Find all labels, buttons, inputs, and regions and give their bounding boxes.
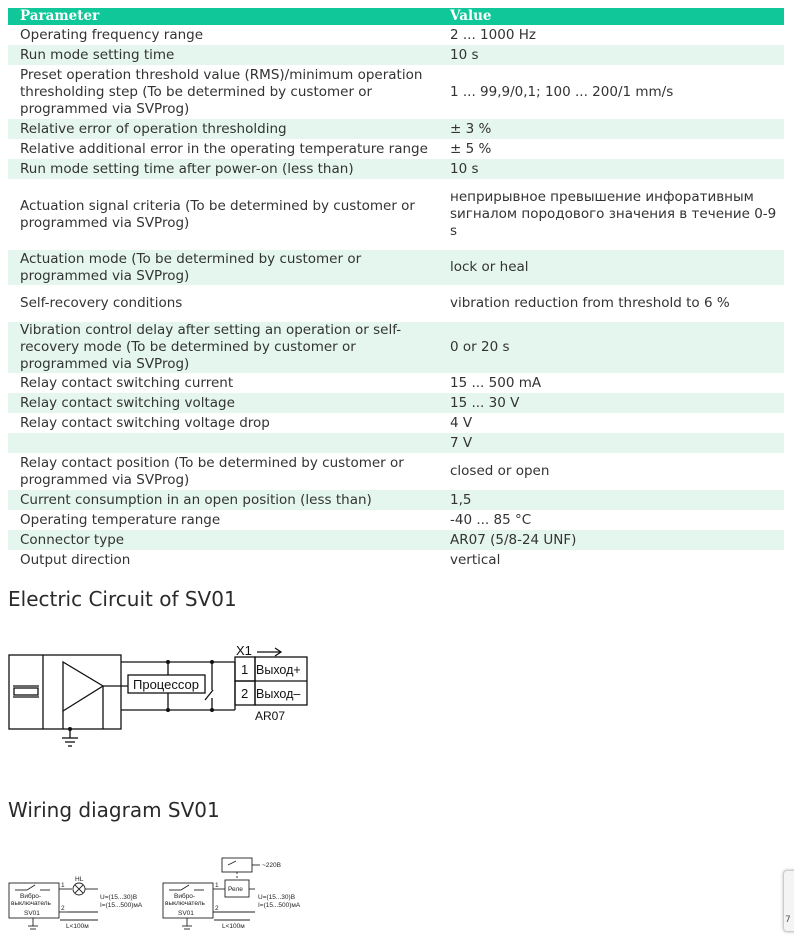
table-row bbox=[8, 550, 784, 570]
param-cell: Vibration control delay after setting an operation or self-recovery mode (To be determined by customer or programmed via SVProg) bbox=[8, 322, 438, 373]
header-parameter: Parameter bbox=[8, 8, 438, 25]
sensor-left-line2: выключатель bbox=[11, 900, 51, 907]
param-cell: Operating frequency range bbox=[20, 26, 204, 43]
table-row bbox=[8, 530, 784, 550]
param-cell: Preset operation threshold value (RMS)/minimum operation thresholding step (To be determined by customer or programmed via SVProg) bbox=[20, 66, 423, 117]
wiring-diagram bbox=[0, 850, 320, 935]
param-cell: Run mode setting time bbox=[8, 45, 438, 65]
table-row bbox=[8, 45, 784, 65]
param-cell: Relay contact switching voltage drop bbox=[20, 414, 270, 431]
table-row bbox=[8, 453, 784, 490]
value-cell: lock or heal bbox=[438, 250, 784, 285]
crystal-element bbox=[14, 688, 38, 695]
circuit-title: Electric Circuit of SV01 bbox=[8, 587, 237, 611]
value-cell: -40 ... 85 °C bbox=[450, 511, 532, 528]
lamp-label: HL bbox=[75, 876, 84, 883]
value-cell: 1 ... 99,9/0,1; 100 ... 200/1 mm/s bbox=[450, 83, 674, 100]
value-cell: vibration reduction from threshold to 6 % bbox=[450, 295, 730, 311]
param-cell: Run mode setting time after power-on (less than) bbox=[8, 159, 438, 179]
param-cell: Operating temperature range bbox=[20, 511, 221, 528]
value-cell: AR07 (5/8-24 UNF) bbox=[438, 530, 784, 550]
table-row bbox=[8, 159, 784, 179]
param-cell: Current consumption in an open position (less than) bbox=[8, 490, 438, 510]
param-cell: Output direction bbox=[20, 551, 131, 568]
pin-2-label: 2 bbox=[241, 686, 249, 701]
table-row bbox=[8, 285, 784, 322]
table-row bbox=[8, 25, 784, 45]
right-pin-1: 1 bbox=[215, 882, 219, 889]
param-cell: Actuation signal criteria (To be determined by customer or programmed via SVProg) bbox=[20, 197, 415, 231]
table-row bbox=[8, 322, 784, 373]
connector-name: X1 bbox=[236, 643, 252, 658]
sensor-right-line1: Вибро- bbox=[174, 893, 196, 900]
table-row bbox=[8, 179, 784, 250]
processor-label: Процессор bbox=[133, 677, 199, 692]
value-cell: неприрывное превышение инфорaтивным sигналом породовогo значения в течение 0-9 s bbox=[450, 189, 777, 239]
table-row bbox=[8, 510, 784, 530]
table-row bbox=[8, 65, 784, 119]
param-cell: Relative error of operation thresholding bbox=[8, 119, 438, 139]
left-cable: L<100м bbox=[66, 923, 89, 930]
table-header-row bbox=[8, 8, 784, 25]
sensor-housing bbox=[9, 655, 121, 729]
relay-label: Реле bbox=[228, 886, 243, 893]
corner-digit: 7 bbox=[785, 915, 791, 925]
table-row bbox=[8, 119, 784, 139]
param-cell: Self-recovery conditions bbox=[20, 295, 183, 311]
output-minus-label: Выход– bbox=[256, 687, 301, 701]
value-cell: 10 s bbox=[438, 159, 784, 179]
value-cell: ± 3 % bbox=[438, 119, 784, 139]
table-row bbox=[8, 139, 784, 159]
left-voltage: U=(15...30)В bbox=[100, 894, 138, 901]
table-row bbox=[8, 490, 784, 510]
value-cell: vertical bbox=[450, 551, 501, 568]
param-cell: Relay contact switching current bbox=[20, 374, 234, 391]
param-cell: Relay contact position (To be determined by customer or programmed via SVProg) bbox=[20, 454, 404, 488]
wiring-title: Wiring diagram SV01 bbox=[8, 798, 220, 822]
sensor-left-model: SV01 bbox=[24, 910, 40, 917]
value-cell: 10 s bbox=[438, 45, 784, 65]
amplifier-symbol bbox=[63, 662, 103, 711]
header-value: Value bbox=[438, 8, 784, 25]
value-cell: 15 ... 500 mA bbox=[450, 374, 542, 391]
left-pin-2: 2 bbox=[61, 905, 65, 912]
table-row bbox=[8, 413, 784, 433]
connector-type-label: AR07 bbox=[255, 709, 286, 723]
param-cell bbox=[8, 433, 438, 453]
right-pin-2: 2 bbox=[215, 905, 219, 912]
value-cell: 4 V bbox=[450, 414, 473, 431]
table-row bbox=[8, 250, 784, 285]
value-cell: ± 5 % bbox=[450, 140, 492, 157]
param-cell: Relative additional error in the operating temperature range bbox=[20, 140, 428, 157]
spec-table bbox=[8, 8, 784, 570]
sensor-left-line1: Вибро- bbox=[20, 893, 42, 900]
sensor-right-model: SV01 bbox=[178, 910, 194, 917]
relay-contact-box bbox=[222, 858, 252, 872]
param-cell: Actuation mode (To be determined by customer or programmed via SVProg) bbox=[8, 250, 438, 285]
right-current: I=(15...500)мА bbox=[258, 902, 301, 909]
table-row bbox=[8, 433, 784, 453]
value-cell: 1,5 bbox=[438, 490, 784, 510]
output-plus-label: Выход+ bbox=[256, 663, 301, 677]
value-cell: 7 V bbox=[438, 433, 784, 453]
table-row bbox=[8, 393, 784, 413]
mains-label: ~220В bbox=[262, 862, 281, 869]
left-pin-1: 1 bbox=[61, 882, 65, 889]
right-cable: L<100м bbox=[222, 923, 245, 930]
table-row bbox=[8, 373, 784, 393]
value-cell: 2 ... 1000 Hz bbox=[450, 26, 536, 43]
value-cell: closed or open bbox=[450, 463, 550, 479]
pin-1-label: 1 bbox=[241, 662, 249, 677]
param-cell: Relay contact switching voltage bbox=[8, 393, 438, 413]
sensor-right-line2: выключатель bbox=[165, 900, 205, 907]
electric-circuit-diagram bbox=[0, 635, 320, 755]
value-cell: 15 ... 30 V bbox=[438, 393, 784, 413]
left-current: I=(15...500)мА bbox=[100, 902, 143, 909]
right-voltage: U=(15...30)В bbox=[258, 894, 296, 901]
value-cell: 0 or 20 s bbox=[438, 322, 784, 373]
param-cell: Connector type bbox=[8, 530, 438, 550]
